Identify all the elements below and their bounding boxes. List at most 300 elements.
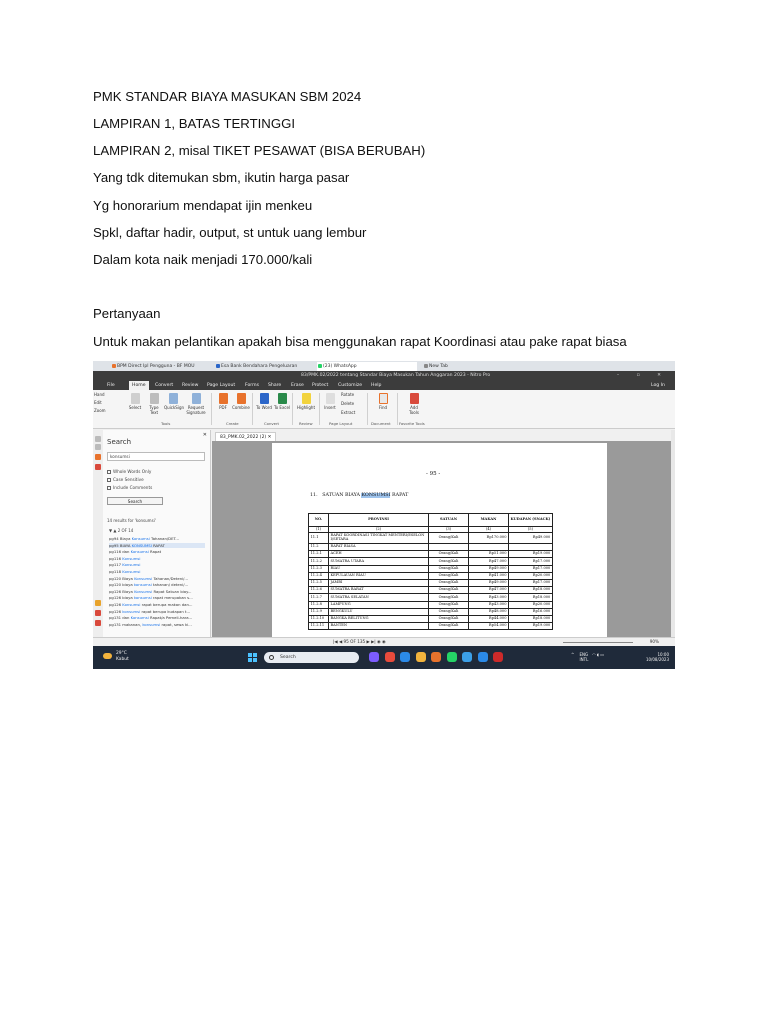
zoom-slider[interactable] <box>563 642 633 643</box>
result-suffix: Rapat/a Pemeli-hara... <box>150 615 193 621</box>
ribbon-separator <box>211 393 212 425</box>
result-prefix: pg94 Biaya <box>109 536 131 541</box>
files-icon[interactable] <box>478 652 488 662</box>
type-text-label: Type Text <box>149 405 159 415</box>
table-cell: Rp43.000 <box>469 594 509 601</box>
table-cell: Rp49.000 <box>469 565 509 572</box>
table-cell: Orang/Kali <box>429 608 469 615</box>
table-cell: 11.2.1 <box>309 551 329 558</box>
pdf-page <box>272 443 607 637</box>
result-match: konsumsi <box>133 582 152 588</box>
result-prefix: pg126 <box>109 602 122 607</box>
result-suffix: Tahanan/DET... <box>151 536 179 541</box>
window-controls[interactable]: – ▫ ✕ <box>616 373 669 378</box>
whole-words-checkbox[interactable] <box>107 469 151 474</box>
zoom-level: 90% <box>649 639 659 644</box>
search-result-item[interactable] <box>109 569 205 574</box>
tab-favicon-icon <box>424 364 428 368</box>
result-match: konsumsi <box>133 595 152 601</box>
search-result-item[interactable] <box>109 582 205 587</box>
search-result-item[interactable] <box>109 536 205 541</box>
weather-condition: Kabut <box>116 656 129 662</box>
ribbon-group-convert: Convert <box>264 421 280 426</box>
table-cell: ACEH <box>329 551 429 558</box>
result-match: Konsumsi <box>122 555 141 561</box>
doc-line-lampiran-1: LAMPIRAN 1, BATAS TERTINGGI <box>93 116 296 131</box>
result-suffix: tahanan/ deteni/... <box>153 582 189 588</box>
chevron-up-icon[interactable]: ^ <box>571 652 575 657</box>
ribbon-group-create: Create <box>226 421 239 426</box>
windows-logo-icon <box>248 658 252 662</box>
page-navigation[interactable]: |◀ ◀ 95 OF 135 ▶ ▶| ◉ ◉ <box>333 639 386 644</box>
table-row <box>309 579 553 586</box>
battery-icon[interactable]: ▭ <box>600 652 605 657</box>
table-cell: 11.1 <box>309 533 329 544</box>
result-prefix: pg116 <box>109 555 122 561</box>
table-cell: Rp18.000 <box>509 615 553 622</box>
table-cell: Orang/Kali <box>429 558 469 565</box>
request-signature-button[interactable] <box>185 393 207 415</box>
search-result-item[interactable] <box>109 602 205 607</box>
result-suffix: RAPAT <box>153 542 165 548</box>
table-cell: BANGKA BELITUNG <box>329 615 429 622</box>
browser-tab-label: Esa Bank Bendahara Pengeluaran <box>221 364 298 369</box>
word-icon <box>260 393 269 404</box>
table-cell: Orang/Kali <box>429 615 469 622</box>
panel-icon-strip <box>93 430 103 644</box>
hand-button[interactable] <box>94 393 116 398</box>
highlight-button[interactable] <box>295 393 317 411</box>
menu-protect[interactable]: Protect <box>312 383 329 388</box>
result-suffix: rapat berupa makan dan... <box>141 602 193 607</box>
start-button[interactable] <box>248 653 257 662</box>
output-icon[interactable] <box>95 600 101 606</box>
table-cell: BANTEN <box>329 623 429 630</box>
to-excel-button[interactable] <box>273 393 291 411</box>
ribbon-group-review: Review <box>299 421 313 426</box>
add-tools-icon <box>410 393 419 404</box>
table-cell: Rp49.000 <box>469 579 509 586</box>
search-result-item[interactable] <box>109 562 205 567</box>
result-prefix: pg116 dan <box>109 549 130 555</box>
add-tools-button[interactable] <box>405 393 423 415</box>
type-text-button[interactable] <box>145 393 163 415</box>
table-cell <box>429 544 469 551</box>
find-icon <box>379 393 388 404</box>
menu-share[interactable]: Share <box>268 383 282 388</box>
result-prefix: pg95 BIAYA <box>109 542 131 548</box>
chrome-icon[interactable] <box>416 652 426 662</box>
close-icon[interactable]: ✕ <box>202 432 207 438</box>
table-cell: Rp47.000 <box>469 558 509 565</box>
result-suffix: Rapat <box>150 549 162 555</box>
table-row <box>309 587 553 594</box>
browser-tab-strip <box>93 361 675 371</box>
table-row <box>309 533 553 544</box>
search-panel-title: Search <box>107 438 132 446</box>
table-cell: RAPAT KOORDINASI TINGKAT MENTERI/ESELON I/SETARA <box>329 533 429 544</box>
signatures-icon[interactable] <box>95 610 101 616</box>
table-row <box>309 565 553 572</box>
firefox-icon[interactable] <box>431 652 441 662</box>
result-prefix: pg131 makanan, <box>109 621 142 627</box>
browser-tab-bank[interactable] <box>215 362 315 371</box>
checkbox-icon <box>107 486 111 490</box>
region: INTL <box>579 657 589 662</box>
menu-bar <box>93 381 675 390</box>
table-cell: Orang/Kali <box>429 565 469 572</box>
table-cell: Orang/Kali <box>429 594 469 601</box>
table-cell: Rp20.000 <box>509 572 553 579</box>
search-result-item[interactable] <box>109 549 205 554</box>
table-cell: Rp44.000 <box>469 615 509 622</box>
pen-icon <box>169 393 178 404</box>
result-prefix: pg118 <box>109 569 122 574</box>
section-number: 11. <box>310 493 318 498</box>
result-match: konsumsi <box>142 621 161 627</box>
taskbar-search[interactable] <box>264 652 359 663</box>
document-viewer <box>212 441 671 637</box>
table-cell: 11.2.7 <box>309 594 329 601</box>
browser-tab-new[interactable] <box>423 362 513 371</box>
language: ENG <box>579 652 589 657</box>
table-cell: 11.2.2 <box>309 558 329 565</box>
checkbox-icon <box>107 478 111 482</box>
add-tools-label: Add Tools <box>409 405 419 415</box>
vertical-scrollbar[interactable] <box>671 430 675 644</box>
insert-label: Insert <box>324 405 336 410</box>
result-suffix: rapat merupakan s... <box>153 595 193 601</box>
result-match: Konsumsi <box>131 536 150 541</box>
table-row <box>309 615 553 622</box>
table-column-number: (5) <box>509 527 553 533</box>
table-cell <box>469 544 509 551</box>
table-cell: 11.2.8 <box>309 601 329 608</box>
zoom-button[interactable] <box>94 409 116 414</box>
table-cell: LAMPUNG <box>329 601 429 608</box>
table-header-cell: NO. <box>309 514 329 527</box>
hand-label: Hand <box>94 392 105 397</box>
pdf-label: PDF <box>219 405 227 410</box>
table-row <box>309 608 553 615</box>
menu-page-layout[interactable]: Page Layout <box>207 383 236 388</box>
doc-line-lampiran-2: LAMPIRAN 2, misal TIKET PESAWAT (BISA BERUBAH) <box>93 143 426 158</box>
extract-label: Extract <box>341 410 356 415</box>
telegram-icon[interactable] <box>462 652 472 662</box>
doc-line-question: Untuk makan pelantikan apakah bisa menggunakan rapat Koordinasi atau pake rapat biasa <box>93 334 627 349</box>
table-cell: Rp49.000 <box>509 533 553 544</box>
volume-icon[interactable]: ◖ <box>596 652 600 657</box>
browser-tab-bpm[interactable] <box>111 362 223 371</box>
meet-icon[interactable] <box>369 652 379 662</box>
table-cell: SUMATRA UTARA <box>329 558 429 565</box>
edit-button[interactable] <box>94 401 116 406</box>
request-signature-label: Request Signature <box>186 405 206 415</box>
taskbar-search-placeholder: Search <box>280 655 296 660</box>
quicksign-button[interactable] <box>164 393 185 411</box>
ribbon-group-document: Document <box>371 421 391 426</box>
combine-icon <box>237 393 246 404</box>
table-cell: Rp19.000 <box>509 623 553 630</box>
result-prefix: pg120 Biaya <box>109 575 133 581</box>
search-icon <box>269 655 274 660</box>
rate-table <box>308 513 553 630</box>
ribbon-separator <box>252 393 253 425</box>
rotate-label: Rotate <box>341 392 355 397</box>
table-cell: Rp43.000 <box>469 601 509 608</box>
table-cell: 11.2.11 <box>309 623 329 630</box>
menu-customize[interactable]: Customize <box>338 383 363 388</box>
table-cell: 11.2.5 <box>309 579 329 586</box>
whatsapp-icon[interactable] <box>447 652 457 662</box>
table-cell: SUMATRA BARAT <box>329 587 429 594</box>
table-row <box>309 558 553 565</box>
system-tray[interactable] <box>571 652 604 662</box>
result-match: Konsumsi <box>130 549 149 555</box>
search-result-item[interactable] <box>109 615 205 620</box>
windows-logo-icon <box>253 658 257 662</box>
table-row <box>309 601 553 608</box>
menu-review[interactable]: Review <box>182 383 199 388</box>
table-header-cell: SATUAN <box>429 514 469 527</box>
date: 10/08/2023 <box>645 657 669 662</box>
table-cell: Orang/Kali <box>429 579 469 586</box>
signature-icon <box>192 393 201 404</box>
bookmarks-icon[interactable] <box>95 444 101 450</box>
table-cell: SUMATRA SELATAN <box>329 594 429 601</box>
result-navigation[interactable]: ▼ ▲ 2 OF 14 <box>109 528 134 533</box>
highlight-icon <box>302 393 311 404</box>
insert-page-icon <box>326 393 335 404</box>
table-cell: Rp47.000 <box>469 587 509 594</box>
highlight-label: Highlight <box>296 405 316 410</box>
search-result-item[interactable] <box>109 556 205 561</box>
ribbon-separator <box>319 393 320 425</box>
table-cell: Orang/Kali <box>429 551 469 558</box>
cursor-icon <box>131 393 140 404</box>
result-prefix: pg126 biaya <box>109 595 133 601</box>
table-column-number: (4) <box>469 527 509 533</box>
table-cell: Orang/Kali <box>429 572 469 579</box>
tab-favicon-icon <box>216 364 220 368</box>
table-cell: Rp41.000 <box>469 572 509 579</box>
case-sensitive-checkbox[interactable] <box>107 477 144 482</box>
table-row <box>309 623 553 630</box>
table-cell: Orang/Kali <box>429 623 469 630</box>
combine-label: Combine <box>232 405 250 410</box>
table-cell: Orang/Kali <box>429 533 469 544</box>
search-result-item[interactable] <box>109 609 205 614</box>
ribbon-group-favorite-tools: Favorite Tools <box>399 421 425 426</box>
extract-button[interactable] <box>341 411 365 416</box>
browser-tab-label: BPM Direct Ipl Pengguna - BF MOU <box>117 364 195 369</box>
case-sensitive-label: Case Sensitive <box>113 477 144 482</box>
section-title-prefix: SATUAN BIAYA <box>322 493 360 498</box>
login-link[interactable]: Log In <box>651 383 665 388</box>
result-match: KONSUMSI <box>131 542 152 548</box>
table-cell: Rp17.000 <box>509 565 553 572</box>
table-cell: RIAU <box>329 565 429 572</box>
result-suffix: rapat berupa kudapan t... <box>141 608 191 614</box>
menu-help[interactable]: Help <box>371 383 382 388</box>
wifi-icon[interactable]: ◠ <box>592 652 596 657</box>
result-match: Konsumsi <box>122 569 141 574</box>
result-prefix: pg131 dan <box>109 615 130 621</box>
doc-line-dalam-kota: Dalam kota naik menjadi 170.000/kali <box>93 252 313 267</box>
doc-line-title: PMK STANDAR BIAYA MASUKAN SBM 2024 <box>93 89 362 104</box>
nitro-pdf-icon[interactable] <box>493 652 503 662</box>
quicksign-label: QuickSign <box>164 405 185 410</box>
menu-convert[interactable]: Convert <box>155 383 174 388</box>
checkbox-icon <box>107 470 111 474</box>
table-cell: Rp48.000 <box>469 608 509 615</box>
search-input[interactable]: konsumsi <box>107 452 205 461</box>
table-cell: Rp18.000 <box>509 587 553 594</box>
result-match: konsumsi <box>122 608 141 614</box>
windows-logo-icon <box>253 653 257 657</box>
pdf-icon <box>219 393 228 404</box>
weather-text <box>116 651 129 662</box>
pdf-section-heading <box>310 493 408 498</box>
layers-icon[interactable] <box>95 620 101 626</box>
table-cell: RAPAT BIASA <box>329 544 429 551</box>
table-cell: Rp51.000 <box>469 551 509 558</box>
combine-button[interactable] <box>232 393 250 411</box>
whole-words-label: Whole Words Only <box>113 469 152 474</box>
search-panel <box>93 430 211 644</box>
search-result-item[interactable] <box>109 576 205 581</box>
table-row <box>309 594 553 601</box>
browser-tab-label: New Tab <box>429 364 448 369</box>
table-row <box>309 572 553 579</box>
window-title: 83/PMK.02/2022 tentang Standar Biaya Masukan Tahun Anggaran 2023 - Nitro Pro <box>301 373 491 378</box>
table-cell: Rp19.000 <box>509 551 553 558</box>
table-column-number: (3) <box>429 527 469 533</box>
search-result-item[interactable] <box>109 595 205 600</box>
table-cell: 11.2.9 <box>309 608 329 615</box>
to-word-label: To Word <box>256 405 272 410</box>
doc-line-harga-pasar: Yang tdk ditemukan sbm, ikutin harga pasar <box>93 170 350 185</box>
include-comments-checkbox[interactable] <box>107 485 152 490</box>
language-indicator[interactable] <box>579 652 588 662</box>
table-cell: KEPULAUAN RIAU <box>329 572 429 579</box>
result-prefix: pg126 Biaya <box>109 588 133 594</box>
edge-icon[interactable] <box>400 652 410 662</box>
ribbon-separator <box>397 393 398 425</box>
embedded-screenshot <box>93 361 675 669</box>
windows-taskbar <box>93 646 675 669</box>
result-suffix: Tahanan/Deteni/... <box>153 575 189 581</box>
result-prefix: pg117 <box>109 562 122 568</box>
delete-label: Delete <box>341 401 355 406</box>
table-row <box>309 544 553 551</box>
doc-line-lembur: Spkl, daftar hadir, output, st untuk uang lembur <box>93 225 367 240</box>
delete-button[interactable] <box>341 402 365 407</box>
section-title-suffix: RAPAT <box>392 493 409 498</box>
doc-line-pertanyaan: Pertanyaan <box>93 306 161 321</box>
menu-home[interactable]: Home <box>129 381 149 390</box>
table-cell: Rp170.000 <box>469 533 509 544</box>
doc-line-honorarium: Yg honorarium mendapat ijin menkeu <box>93 198 313 213</box>
text-icon <box>150 393 159 404</box>
document-tab[interactable]: 83_PMK.02_2022 (2) ✕ <box>215 432 276 441</box>
search-result-item[interactable] <box>109 543 205 548</box>
attachments-icon[interactable] <box>95 464 101 470</box>
result-match: Konsumsi <box>134 588 153 594</box>
table-header-cell: PROVINSI <box>329 514 429 527</box>
select-button[interactable] <box>126 393 144 411</box>
browser-tab-label: (23) WhatsApp <box>323 364 357 369</box>
table-cell: Rp17.000 <box>509 558 553 565</box>
table-cell: 11.2.3 <box>309 565 329 572</box>
table-cell: JAMBI <box>329 579 429 586</box>
tab-favicon-icon <box>318 364 322 368</box>
search-result-item[interactable] <box>109 622 205 627</box>
tab-favicon-icon <box>112 364 116 368</box>
table-cell: 11.2.6 <box>309 587 329 594</box>
browser-tab-whatsapp[interactable] <box>317 362 417 371</box>
search-highlight: KONSUMSI <box>361 493 391 498</box>
clock[interactable] <box>646 652 669 662</box>
app-icon[interactable] <box>385 652 395 662</box>
table-column-number: (1) <box>309 527 329 533</box>
zoom-label: Zoom <box>94 408 106 413</box>
result-suffix: Rapat Satuan biay... <box>153 588 192 594</box>
to-word-button[interactable] <box>255 393 273 411</box>
result-prefix: pg126 <box>109 608 122 614</box>
insert-button[interactable] <box>321 393 339 411</box>
result-match: Konsumsi <box>122 602 141 607</box>
table-cell <box>509 544 553 551</box>
edit-label: Edit <box>94 400 102 405</box>
table-column-number: (2) <box>329 527 429 533</box>
pdf-button[interactable] <box>214 393 232 411</box>
find-button[interactable] <box>374 393 392 411</box>
menu-forms[interactable]: Forms <box>245 383 259 388</box>
search-button[interactable]: Search <box>107 497 163 505</box>
table-cell: 11.2.4 <box>309 572 329 579</box>
find-label: Find <box>378 405 388 410</box>
table-cell: Rp18.000 <box>509 594 553 601</box>
menu-file[interactable]: File <box>107 383 115 388</box>
select-label: Select <box>128 405 142 410</box>
temperature: 29°C <box>116 651 127 656</box>
search-result-item[interactable] <box>109 589 205 594</box>
table-cell: 11.2 <box>309 544 329 551</box>
table-header-row <box>309 514 553 527</box>
result-suffix: rapat, sewa ki... <box>161 621 192 627</box>
pdf-page-number: - 95 - <box>426 471 441 477</box>
rotate-button[interactable] <box>341 393 365 398</box>
ribbon-toolbar <box>93 390 675 429</box>
weather-icon <box>103 653 112 659</box>
table-cell: BENGKULU <box>329 608 429 615</box>
result-prefix: pg120 biaya <box>109 582 133 588</box>
result-match: Konsumsi <box>134 575 153 581</box>
table-header-cell: MAKAN <box>469 514 509 527</box>
table-cell: Orang/Kali <box>429 587 469 594</box>
table-cell: Rp16.000 <box>509 608 553 615</box>
table-cell: Orang/Kali <box>429 601 469 608</box>
to-excel-label: To Excel <box>273 405 291 410</box>
ribbon-separator <box>367 393 368 425</box>
comments-icon[interactable] <box>95 454 101 460</box>
pages-icon[interactable] <box>95 436 101 442</box>
status-bar <box>93 637 675 646</box>
menu-erase[interactable]: Erase <box>291 383 304 388</box>
table-cell: Rp20.000 <box>509 601 553 608</box>
table-cell: 11.2.10 <box>309 615 329 622</box>
